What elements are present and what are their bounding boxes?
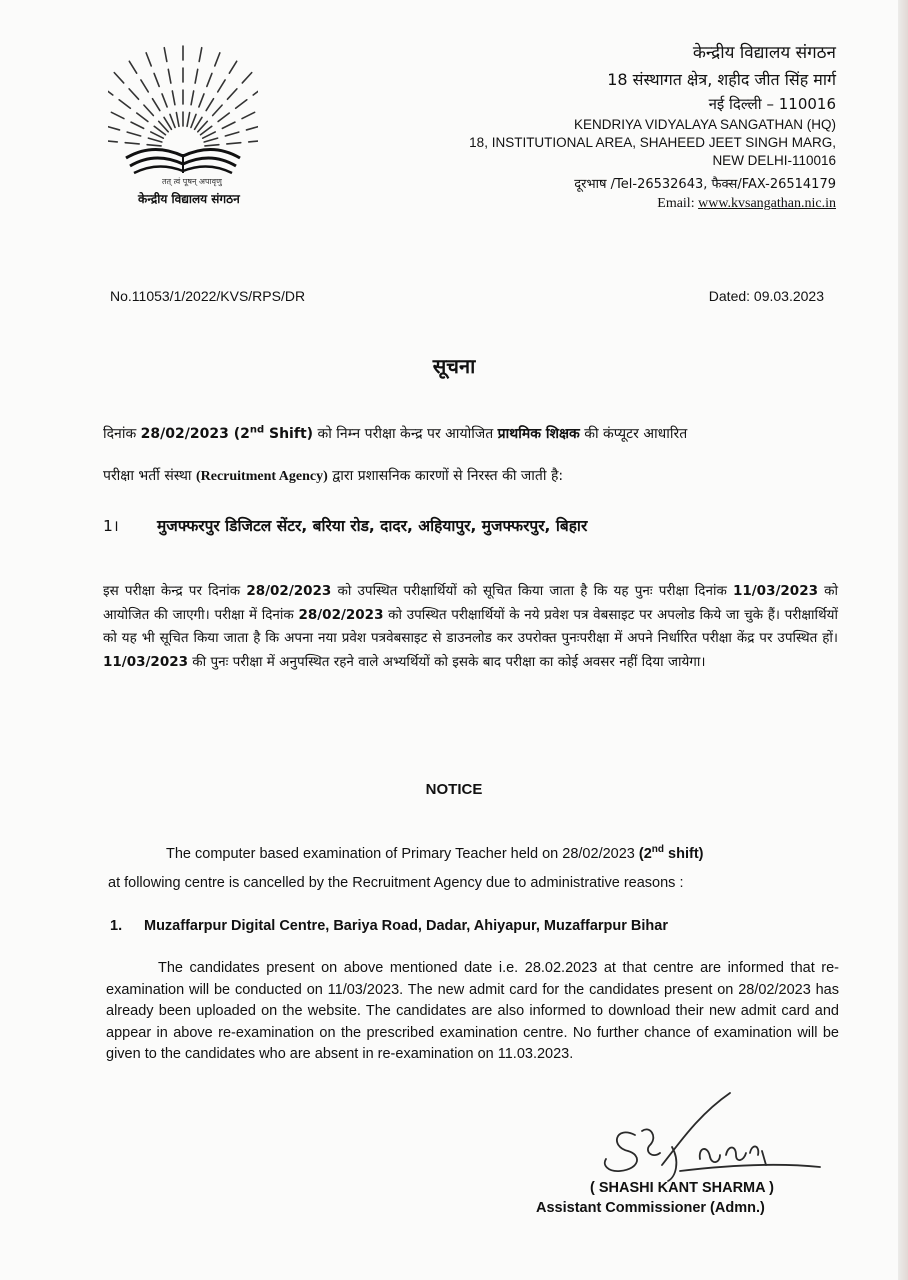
item-text: मुजफ्फरपुर डिजिटल सेंटर, बरिया रोड, दादर, अहियापुर, मुजफ्फरपुर, बिहार: [157, 517, 588, 535]
signatory-name: ( SHASHI KANT SHARMA ): [590, 1180, 774, 1196]
item-number: 1.: [110, 918, 123, 934]
english-line-2: at following centre is cancelled by the Recruitment Agency due to administrative reasons :: [108, 875, 684, 891]
address-hindi-2: नई दिल्ली – 110016: [708, 95, 836, 113]
item-number: 1।: [103, 517, 119, 535]
phone-fax-line: दूरभाष /Tel-26532643, फैक्स/FAX-26514179: [574, 177, 836, 192]
date: 28/02/2023 (2: [140, 426, 250, 442]
email-line: [657, 196, 836, 212]
text: The computer based examination of Primary Teacher held on 28/02/2023: [166, 845, 639, 862]
reference-date: Dated: 09.03.2023: [708, 288, 824, 304]
email-link[interactable]: www.kvsangathan.nic.in: [698, 196, 836, 211]
superscript: nd: [651, 844, 665, 855]
item-text: Muzaffarpur Digital Centre, Bariya Road, Dadar, Ahiyapur, Muzaffarpur Bihar: [144, 918, 668, 934]
text: परीक्षा भर्ती संस्था: [103, 468, 196, 484]
sunburst-book-icon: [108, 30, 258, 180]
address-hindi-1: 18 संस्थागत क्षेत्र, शहीद जीत सिंह मार्ग: [607, 70, 836, 89]
date: 11/03/2023: [103, 653, 189, 670]
text: shift): [664, 845, 704, 862]
text: को आयोजित की जाएगी। परीक्षा में दिनांक: [103, 583, 839, 623]
signatory-designation: Assistant Commissioner (Admn.): [536, 1200, 765, 1216]
english-line-1: [166, 844, 703, 862]
kvs-logo: [108, 30, 258, 208]
text: (2: [638, 845, 652, 862]
superscript: nd: [249, 424, 265, 436]
hindi-line-1: [103, 424, 687, 443]
text: को उपस्थित परीक्षार्थियों को सूचित किया जाता है कि यह पुनः परीक्षा दिनांक: [331, 583, 733, 599]
address-english-1: 18, INSTITUTIONAL AREA, SHAHEED JEET SINGH MARG,: [469, 135, 836, 150]
english-centre-item: [110, 918, 668, 934]
org-name-hindi: केन्द्रीय विद्यालय संगठन: [692, 43, 836, 63]
date: 28/02/2023: [298, 606, 384, 623]
bold-date: [141, 426, 313, 442]
text: द्वारा प्रशासनिक कारणों से निरस्त की जाती है:: [327, 468, 564, 484]
text: दिनांक: [103, 426, 141, 442]
logo-motto: तत् त्वं पूषन् अपावृणु: [162, 177, 222, 186]
date: 28/02/2023: [246, 583, 332, 599]
page-edge-shadow: [898, 0, 908, 1280]
email-label: Email:: [657, 196, 695, 211]
hindi-paragraph: [103, 580, 838, 674]
address-english-2: NEW DELHI-110016: [712, 153, 836, 168]
hindi-line-2: [103, 466, 563, 485]
english-title: NOTICE: [425, 781, 483, 798]
text: की पुनः परीक्षा में अनुपस्थित रहने वाले अभ्यर्थियों को इसके बाद परीक्षा का कोई अवसर नहीं दिया जायेगा।: [188, 653, 706, 670]
handwritten-signature-icon: [580, 1085, 840, 1185]
bold-shift: [639, 846, 704, 862]
text: को निम्न परीक्षा केन्द्र पर आयोजित: [313, 426, 498, 442]
hindi-title: सूचना: [432, 354, 476, 378]
org-name-english: KENDRIYA VIDYALAYA SANGATHAN (HQ): [573, 117, 836, 132]
bold-text: (Recruitment Agency): [195, 469, 328, 484]
text: की कंप्यूटर आधारित: [579, 426, 688, 442]
date: 11/03/2023: [732, 583, 818, 599]
text: को उपस्थित परीक्षार्थियों के नये प्रवेश पत्र वेबसाइट पर अपलोड किये जा चुके हैं। परीक्षार्थियों को यह भी सूचित किया जाता है कि अपना नया प्रवेश पत्रवेबसाइट से डाउनलोड कर उपरोक्त पुनःपरीक्षा में अपने निर्धारित परीक्षा केंद्र पर उपस्थित हों।: [103, 606, 838, 646]
reference-number: No.11053/1/2022/KVS/RPS/DR: [110, 288, 306, 304]
shift: Shift): [264, 426, 314, 442]
logo-org-name: केन्द्रीय विद्यालय संगठन: [138, 192, 240, 206]
hindi-centre-item: [103, 514, 587, 536]
text: इस परीक्षा केन्द्र पर दिनांक: [103, 583, 247, 599]
bold-text: प्राथमिक शिक्षक: [497, 426, 580, 442]
english-paragraph: The candidates present on above mentioned date i.e. 28.02.2023 at that centre are informed that re-examination will be conducted on 11/03/2023. The new admit card for the candidates present on 28/02/2023 has already been uploaded on the website. The candidates are also informed to download their new admit card and appear in above re-examination on the prescribed examination centre. No further chance of examination will be given to the candidates who are absent in re-examination on 11.03.2023.: [106, 960, 839, 1062]
